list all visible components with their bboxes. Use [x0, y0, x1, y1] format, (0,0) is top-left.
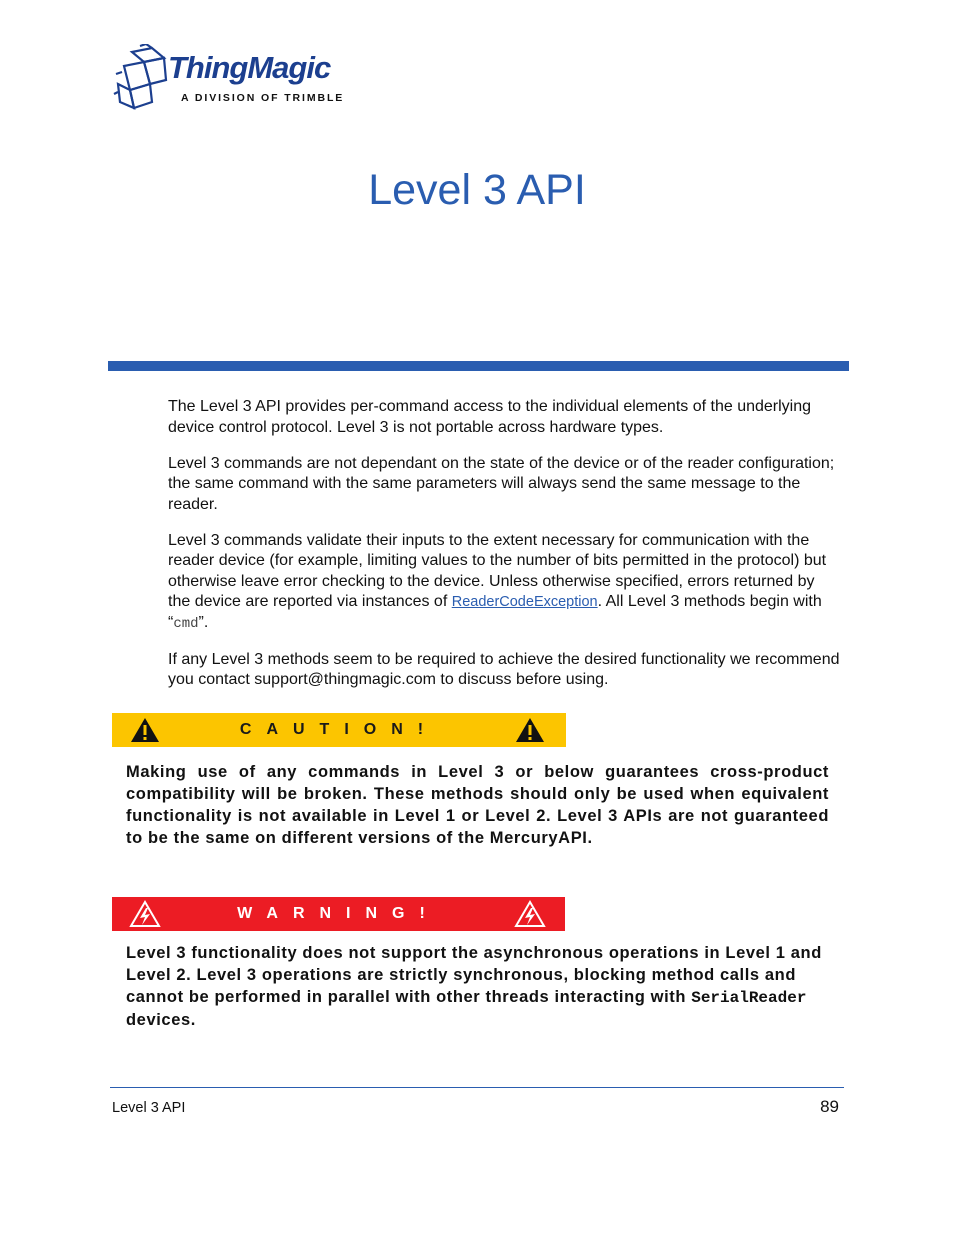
- warning-text-end: devices.: [126, 1011, 196, 1029]
- footer-rule: [110, 1087, 844, 1088]
- paragraph-3: [168, 531, 840, 635]
- caution-banner: [112, 713, 566, 747]
- warning-banner: [112, 897, 565, 931]
- paragraph-3-end: ”.: [198, 613, 209, 631]
- lightning-triangle-icon: [514, 900, 546, 928]
- logo-subtitle: A DIVISION OF TRIMBLE: [181, 92, 345, 104]
- exclamation-triangle-icon: [514, 716, 546, 744]
- paragraph-3-text-cont: . All Level 3 methods begin with “: [168, 593, 822, 631]
- body-text: [168, 397, 840, 706]
- page-number: 89: [820, 1097, 839, 1116]
- footer-section-title: Level 3 API: [112, 1100, 186, 1116]
- logo-name: ThingMagic: [168, 50, 331, 85]
- caution-text: Making use of any commands in Level 3 or below guarantees cross-product compatibility will be broken. These methods should only be used when equivalent functionality is not available in Level 1 or Level 2. Level 3 APIs are not guaranteed to be the same on different versions of the MercuryAPI.: [126, 763, 829, 847]
- page-title: Level 3 API: [368, 166, 586, 214]
- serial-reader-code: SerialReader: [691, 989, 807, 1007]
- warning-text-main: Level 3 functionality does not support the asynchronous operations in Level 1 and Level 2. Level 3 operations are strictly synchronous, blocking method calls and cannot be performed in parallel with other threads interacting with: [126, 944, 822, 1006]
- paragraph-4: If any Level 3 methods seem to be required to achieve the desired functionality we recommend you contact support@thingmagic.com to discuss before using.: [168, 650, 840, 688]
- paragraph-2: Level 3 commands are not dependant on the state of the device or of the reader configuration; the same command with the same parameters will always send the same message to the reader.: [168, 454, 835, 513]
- caution-label: CAUTION!: [239, 721, 439, 738]
- cmd-code: cmd: [173, 615, 199, 632]
- warning-label: WARNING!: [237, 905, 440, 922]
- reader-code-exception-link[interactable]: ReaderCodeException: [451, 594, 598, 610]
- cube-logo-icon: [112, 44, 168, 114]
- section-divider-bar: [108, 361, 849, 371]
- paragraph-1: The Level 3 API provides per-command access to the individual elements of the underlying device control protocol. Level 3 is not portable across hardware types.: [168, 398, 812, 436]
- thingmagic-logo: [112, 44, 352, 116]
- paragraph-3-text: Level 3 commands validate their inputs to the extent necessary for communication with the reader device (for example, limiting values to the number of bits permitted in the protocol) but otherwise leave error checking to the device. Unless otherwise specified, errors returned by the device are reported via instances of: [168, 531, 827, 610]
- warning-text: [126, 942, 829, 1031]
